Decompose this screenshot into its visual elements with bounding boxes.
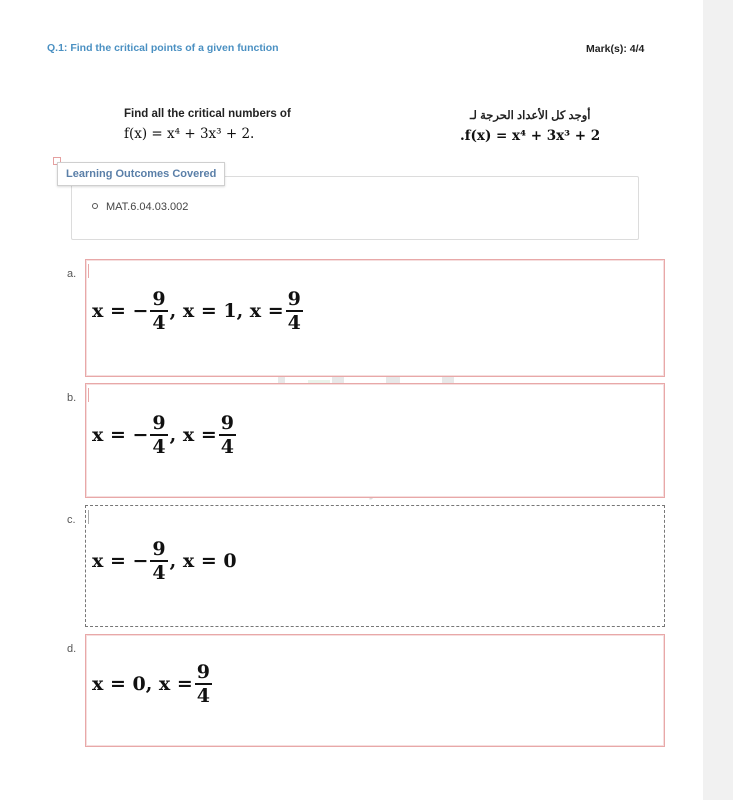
fraction: $\frac{9}{4}$ [152,538,166,584]
option-c-letter: c. [67,514,76,526]
fraction: $\frac{9}{4}$ [196,661,211,707]
bullet-icon [92,203,98,209]
fraction: $\frac{9}{4}$ [220,412,234,458]
option-a-math: x = − $\frac{9}{4}$ , x = 1, x = $\frac{9}{4}$ [92,288,301,334]
learning-outcomes-tab[interactable]: Learning Outcomes Covered [57,162,225,186]
prompt-english-formula: f(x) = x⁴ + 3x³ + 2. [124,126,255,142]
prompt-arabic-text: أوجد كل الأعداد الحرجة لـ [470,110,591,122]
option-b-letter: b. [67,392,77,404]
option-c[interactable] [85,505,665,627]
fraction: $\frac{9}{4}$ [152,412,166,458]
option-a[interactable] [85,259,665,377]
option-b-math: x = − $\frac{9}{4}$ , x = $\frac{9}{4}$ [92,412,234,458]
option-a-letter: a. [67,268,77,280]
option-b-caret [88,388,89,402]
question-title: Q.1: Find the critical points of a given function [47,42,279,54]
fraction: $\frac{9}{4}$ [287,288,301,334]
option-b[interactable] [85,383,665,498]
option-d-letter: d. [67,643,77,655]
option-d[interactable] [85,634,665,747]
fraction: $\frac{9}{4}$ [152,288,166,334]
option-d-math: x = 0, x = $\frac{9}{4}$ [92,661,211,707]
option-c-math: x = − $\frac{9}{4}$ , x = 0 [92,538,237,584]
prompt-arabic-formula: .f(x) = x⁴ + 3x³ + 2 [460,128,601,144]
question-mark: Mark(s): 4/4 [586,43,645,55]
page-side-strip [703,0,733,800]
prompt-english-text: Find all the critical numbers of [124,108,291,120]
learning-outcome-item: MAT.6.04.03.002 [92,201,188,213]
option-a-caret [88,264,89,278]
option-c-caret [88,510,89,524]
